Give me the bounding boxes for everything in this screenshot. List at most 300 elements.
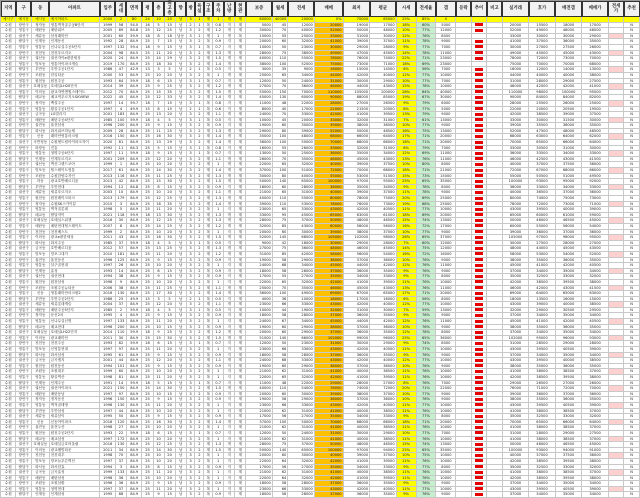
table-cell[interactable]: 53000	[343, 173, 370, 179]
table-cell[interactable]: 9%	[396, 481, 416, 487]
table-cell[interactable]: 62	[272, 470, 287, 476]
table-cell[interactable]: 181	[115, 251, 126, 257]
table-cell[interactable]: 15	[164, 397, 175, 403]
table-cell[interactable]: 13%	[396, 156, 416, 162]
table-cell[interactable]: 36000	[343, 492, 370, 498]
table-cell[interactable]: 0.5	[213, 307, 224, 313]
table-cell[interactable]: 1997	[100, 106, 115, 112]
table-cell[interactable]: 9000	[436, 481, 456, 487]
table-cell[interactable]: 84.9	[126, 156, 141, 162]
table-cell[interactable]: 20	[164, 72, 175, 78]
table-cell[interactable]: 곡반정동	[33, 140, 48, 145]
table-cell[interactable]: 66	[272, 402, 287, 408]
table-cell[interactable]: 2	[195, 223, 204, 229]
table-cell[interactable]: 48000	[343, 218, 370, 224]
table-cell[interactable]: 74000	[529, 196, 556, 202]
table-cell[interactable]: 수원	[1, 145, 16, 151]
table-cell[interactable]: 18	[142, 307, 153, 313]
table-cell[interactable]: 76%	[416, 369, 436, 375]
table-cell[interactable]: 45000	[343, 285, 370, 291]
table-cell[interactable]: 12	[153, 358, 164, 364]
table-cell[interactable]: 복	[204, 67, 213, 73]
table-cell[interactable]: 33000	[582, 184, 609, 190]
table-cell[interactable]: 2	[195, 257, 204, 263]
table-cell[interactable]: 1.1	[213, 112, 224, 118]
table-cell[interactable]: N	[624, 50, 640, 56]
table-cell[interactable]: 18000	[246, 481, 273, 487]
table-cell[interactable]: N	[624, 419, 640, 425]
table-cell[interactable]: 남	[175, 319, 186, 325]
table-cell[interactable]: 79%	[416, 112, 436, 118]
table-cell[interactable]: 남	[175, 268, 186, 274]
table-cell[interactable]: 36000	[582, 162, 609, 168]
table-cell[interactable]: 22000	[246, 375, 273, 381]
table-cell[interactable]: 90000	[502, 95, 529, 101]
table-cell[interactable]: 우만동	[31, 67, 49, 73]
table-cell[interactable]: 20	[164, 475, 175, 481]
table-cell[interactable]: 57	[115, 246, 126, 252]
table-cell[interactable]: 남	[175, 414, 186, 420]
table-cell[interactable]: 1	[195, 78, 204, 84]
table-cell[interactable]: 11000	[436, 263, 456, 269]
table-cell[interactable]: 76%	[416, 375, 436, 381]
table-cell[interactable]: 33000	[370, 414, 397, 420]
table-cell[interactable]: 76%	[416, 268, 436, 274]
table-cell[interactable]: 1	[195, 100, 204, 106]
table-cell[interactable]: 84.9	[126, 358, 141, 364]
table-cell[interactable]: 40000	[246, 56, 273, 62]
table-cell[interactable]: 8%	[396, 145, 416, 151]
table-cell[interactable]: 30000	[246, 173, 273, 179]
table-cell[interactable]: 84.9	[126, 285, 141, 291]
table-cell[interactable]: 2	[195, 386, 204, 392]
table-cell[interactable]: 76%	[416, 492, 436, 498]
table-cell[interactable]: 25	[142, 313, 153, 319]
table-cell[interactable]: N	[624, 363, 640, 369]
column-header[interactable]: 욕실	[195, 1, 204, 17]
table-cell[interactable]: 76%	[416, 363, 436, 369]
table-cell[interactable]: 29000	[288, 330, 315, 336]
table-cell[interactable]: 68000	[288, 235, 315, 241]
table-cell[interactable]: 25	[142, 453, 153, 459]
table-cell[interactable]: 18	[142, 78, 153, 84]
table-cell[interactable]: 1998	[100, 279, 115, 285]
table-cell[interactable]: 지	[224, 425, 235, 431]
table-cell[interactable]: 18	[164, 33, 175, 39]
table-cell[interactable]: 계	[235, 207, 246, 213]
table-cell[interactable]: 2013	[100, 179, 115, 185]
table-cell[interactable]: 48000	[288, 134, 315, 140]
table-cell[interactable]: 59.9	[126, 380, 141, 386]
table-cell[interactable]: 12	[153, 95, 164, 101]
table-cell[interactable]: 34000	[343, 274, 370, 280]
table-cell[interactable]: 84.9	[126, 173, 141, 179]
table-cell[interactable]: 3	[186, 257, 195, 263]
table-cell[interactable]: 12	[153, 196, 164, 202]
table-cell[interactable]: 2001	[100, 33, 115, 39]
table-cell[interactable]: 12000	[288, 22, 315, 28]
table-cell[interactable]: 59000	[582, 212, 609, 218]
table-cell[interactable]: 45000	[555, 50, 582, 56]
table-cell[interactable]: 3	[186, 307, 195, 313]
table-cell[interactable]: 29000	[502, 380, 529, 386]
table-cell[interactable]: 영통구	[16, 430, 31, 436]
table-cell[interactable]: 37000	[314, 313, 343, 319]
table-cell[interactable]: 3	[115, 464, 126, 470]
table-cell[interactable]: 12	[115, 184, 126, 190]
table-cell[interactable]: 2014	[100, 330, 115, 336]
table-cell[interactable]: 3	[153, 296, 164, 302]
table-cell[interactable]: 32000	[288, 279, 315, 285]
table-cell[interactable]: 42000	[529, 84, 556, 90]
table-cell[interactable]: 남	[175, 235, 186, 241]
table-cell[interactable]: 55000	[288, 196, 315, 202]
table-cell[interactable]: 37000	[555, 229, 582, 235]
table-cell[interactable]: 38000	[529, 470, 556, 476]
table-cell[interactable]: 39000	[502, 391, 529, 397]
table-cell[interactable]: 9000	[288, 67, 315, 73]
table-cell[interactable]: 계	[235, 358, 246, 364]
table-cell[interactable]: 계	[204, 442, 213, 448]
table-cell[interactable]: 73%	[416, 173, 436, 179]
table-cell[interactable]: 영통구	[16, 207, 31, 213]
table-cell[interactable]: 25	[142, 442, 153, 448]
table-cell[interactable]: 정자동	[31, 313, 49, 319]
table-cell[interactable]: 복	[204, 486, 213, 492]
table-cell[interactable]: 매탄위브	[49, 28, 100, 34]
table-cell[interactable]: 복	[204, 430, 213, 436]
table-cell[interactable]: 69%	[416, 212, 436, 218]
table-cell[interactable]: 계	[235, 464, 246, 470]
table-cell[interactable]: 10%	[396, 430, 416, 436]
table-cell[interactable]: 계	[235, 330, 246, 336]
table-cell[interactable]: 60%	[416, 22, 436, 28]
table-cell[interactable]: 13500	[529, 296, 556, 302]
table-cell[interactable]: 32500	[529, 464, 556, 470]
table-cell[interactable]: 남	[175, 369, 186, 375]
table-cell[interactable]: 76000	[343, 56, 370, 62]
table-cell[interactable]: 인계동	[31, 156, 49, 162]
table-cell[interactable]: 영통구	[16, 106, 31, 112]
table-cell[interactable]: 77%	[416, 106, 436, 112]
table-cell[interactable]: 42000	[502, 279, 529, 285]
table-cell[interactable]: 팔달구	[16, 436, 31, 442]
table-cell[interactable]: 3	[186, 134, 195, 140]
table-cell[interactable]: 남	[175, 44, 186, 50]
table-cell[interactable]: 37000	[436, 235, 456, 241]
table-cell[interactable]: 28000	[529, 430, 556, 436]
table-cell[interactable]: 45000	[288, 212, 315, 218]
table-cell[interactable]: 2	[195, 229, 204, 235]
table-cell[interactable]: 복	[204, 117, 213, 123]
table-cell[interactable]: 84.9	[126, 414, 141, 420]
table-cell[interactable]: 72%	[416, 223, 436, 229]
table-cell[interactable]: 남	[175, 436, 186, 442]
table-cell[interactable]: 4000	[246, 296, 273, 302]
table-cell[interactable]: 2	[195, 196, 204, 202]
table-cell[interactable]: 53000	[529, 251, 556, 257]
table-cell[interactable]: 22000	[246, 162, 273, 168]
table-cell[interactable]: 96000	[555, 335, 582, 341]
table-cell[interactable]: 계	[235, 425, 246, 431]
table-cell[interactable]: 12%	[396, 319, 416, 325]
table-cell[interactable]: 37000	[343, 257, 370, 263]
table-cell[interactable]: 청명현대	[49, 486, 100, 492]
table-cell[interactable]: 100	[115, 117, 126, 123]
table-cell[interactable]: 48000	[314, 246, 343, 252]
table-cell[interactable]: 37000	[314, 492, 343, 498]
table-cell[interactable]: 41000	[314, 436, 343, 442]
table-cell[interactable]: 28000	[529, 78, 556, 84]
table-cell[interactable]: 75000	[502, 61, 529, 67]
table-cell[interactable]: 18	[142, 117, 153, 123]
table-cell[interactable]: 수원	[1, 184, 16, 190]
table-cell[interactable]: 38000	[314, 363, 343, 369]
table-cell[interactable]: 수원	[1, 442, 16, 448]
table-cell[interactable]: 2	[195, 436, 204, 442]
table-cell[interactable]: 신나무실신명	[49, 319, 100, 325]
table-cell[interactable]: 95000	[555, 179, 582, 185]
table-cell[interactable]: 개	[224, 50, 235, 56]
table-cell[interactable]: 영통구	[16, 263, 31, 269]
table-cell[interactable]: 영통구	[16, 335, 31, 341]
table-cell[interactable]: 1.3	[213, 50, 224, 56]
table-cell[interactable]: 43000	[555, 285, 582, 291]
table-cell[interactable]: 89	[115, 28, 126, 34]
table-cell[interactable]: N	[624, 84, 640, 90]
table-cell[interactable]: 71000	[582, 201, 609, 207]
table-cell[interactable]: 3	[186, 207, 195, 213]
table-cell[interactable]: 101	[115, 363, 126, 369]
table-cell[interactable]: LG빌리지	[49, 112, 100, 118]
table-cell[interactable]: 2001	[100, 112, 115, 118]
table-cell[interactable]: 30	[164, 419, 175, 425]
table-cell[interactable]: 수원	[1, 190, 16, 196]
table-cell[interactable]: 화서동	[31, 240, 49, 246]
table-cell[interactable]: 2	[195, 347, 204, 353]
table-cell[interactable]: 35000	[582, 39, 609, 45]
table-cell[interactable]: 21000	[246, 190, 273, 196]
table-cell[interactable]: 30000	[582, 145, 609, 151]
table-cell[interactable]: 10	[153, 458, 164, 464]
table-cell[interactable]: 18	[142, 240, 153, 246]
table-cell[interactable]: 31000	[288, 436, 315, 442]
table-cell[interactable]: 금곡동	[31, 246, 49, 252]
table-cell[interactable]: 67000	[529, 168, 556, 174]
table-cell[interactable]: 망포그대가	[49, 251, 100, 257]
table-cell[interactable]: 1	[195, 307, 204, 313]
table-cell[interactable]: 계	[235, 436, 246, 442]
table-cell[interactable]: 25	[164, 330, 175, 336]
table-cell[interactable]: 20000	[436, 212, 456, 218]
column-header[interactable]: 면적	[126, 1, 141, 17]
table-cell[interactable]: 66000	[582, 168, 609, 174]
table-cell[interactable]: 개	[224, 223, 235, 229]
table-cell[interactable]: 20	[164, 207, 175, 213]
table-cell[interactable]	[456, 492, 471, 498]
table-cell[interactable]: 25	[142, 128, 153, 134]
table-cell[interactable]: 2022	[100, 95, 115, 101]
table-cell[interactable]: 개	[224, 246, 235, 252]
table-cell[interactable]: 35000	[314, 464, 343, 470]
table-cell[interactable]: 77%	[416, 78, 436, 84]
table-cell[interactable]: 복	[204, 151, 213, 157]
table-cell[interactable]: 30000	[314, 44, 343, 50]
table-cell[interactable]: 3	[186, 184, 195, 190]
table-cell[interactable]: 16000	[246, 145, 273, 151]
table-cell[interactable]: 74000	[370, 56, 397, 62]
table-cell[interactable]: 2	[195, 274, 204, 280]
table-cell[interactable]: 복	[204, 274, 213, 280]
table-cell[interactable]: 42000	[314, 458, 343, 464]
table-cell[interactable]: 48	[272, 100, 287, 106]
table-cell[interactable]: 76000	[343, 201, 370, 207]
table-cell[interactable]: 11%	[396, 458, 416, 464]
table-cell[interactable]: 팔달구	[16, 268, 31, 274]
table-cell[interactable]: 20	[164, 251, 175, 257]
table-cell[interactable]: N	[624, 235, 640, 241]
table-cell[interactable]: 2005	[100, 28, 115, 34]
table-cell[interactable]: 0.9	[213, 268, 224, 274]
table-cell[interactable]: 계	[235, 100, 246, 106]
table-cell[interactable]: 36000	[343, 352, 370, 358]
table-cell[interactable]: 78%	[416, 39, 436, 45]
table-cell[interactable]: 19000	[246, 257, 273, 263]
table-cell[interactable]: 72000	[529, 201, 556, 207]
table-cell[interactable]: N	[624, 229, 640, 235]
table-cell[interactable]: 75000	[314, 61, 343, 67]
table-cell[interactable]: 1.2	[213, 223, 224, 229]
table-cell[interactable]: 7	[153, 100, 164, 106]
table-cell[interactable]: 28000	[288, 481, 315, 487]
table-cell[interactable]: 14000	[555, 67, 582, 73]
table-cell[interactable]: 39500	[529, 347, 556, 353]
table-cell[interactable]: 힐스테이트영통	[49, 168, 100, 174]
table-cell[interactable]: 40000	[343, 408, 370, 414]
table-cell[interactable]: 계	[235, 486, 246, 492]
table-cell[interactable]: 48500	[370, 128, 397, 134]
table-cell[interactable]: 8%	[396, 106, 416, 112]
table-cell[interactable]: 남	[175, 296, 186, 302]
table-cell[interactable]: 2	[195, 72, 204, 78]
table-cell[interactable]: 0.9	[213, 39, 224, 45]
table-cell[interactable]: 2	[195, 363, 204, 369]
table-cell[interactable]: 43000	[502, 358, 529, 364]
table-cell[interactable]: 41000	[343, 112, 370, 118]
table-cell[interactable]: 30000	[529, 117, 556, 123]
table-cell[interactable]: 73000	[582, 196, 609, 202]
table-cell[interactable]: 30	[164, 291, 175, 297]
table-cell[interactable]: 매교동	[31, 436, 49, 442]
table-cell[interactable]: 39000	[582, 347, 609, 353]
table-cell[interactable]: 계	[235, 50, 246, 56]
table-cell[interactable]: 계	[235, 470, 246, 476]
table-cell[interactable]: 92000	[582, 179, 609, 185]
table-cell[interactable]: 3	[153, 67, 164, 73]
table-cell[interactable]: 54.0	[126, 22, 141, 28]
table-cell[interactable]: 17%	[396, 291, 416, 297]
table-cell[interactable]: 41500	[582, 156, 609, 162]
table-cell[interactable]: 10000	[436, 207, 456, 213]
table-cell[interactable]: 11%	[396, 436, 416, 442]
table-cell[interactable]: 51000	[555, 173, 582, 179]
table-cell[interactable]: 20	[164, 50, 175, 56]
table-cell[interactable]: 남	[175, 251, 186, 257]
table-cell[interactable]: 76%	[416, 436, 436, 442]
table-cell[interactable]: 1	[213, 279, 224, 285]
table-cell[interactable]: 남	[175, 285, 186, 291]
table-cell[interactable]: 10000	[436, 470, 456, 476]
table-cell[interactable]: 지	[224, 391, 235, 397]
table-cell[interactable]: 율천동신	[49, 257, 100, 263]
table-cell[interactable]: 43000	[314, 207, 343, 213]
table-cell[interactable]: N	[624, 28, 640, 34]
table-cell[interactable]: 84.3	[126, 145, 141, 151]
table-cell[interactable]: 1.4	[213, 168, 224, 174]
table-cell[interactable]: 지	[224, 44, 235, 50]
table-cell[interactable]: 광교자연앤힐스테이트	[49, 89, 100, 95]
table-cell[interactable]: N	[624, 89, 640, 95]
table-cell[interactable]: 1985	[100, 307, 115, 313]
table-cell[interactable]: 권선구	[16, 140, 31, 146]
table-cell[interactable]: 79%	[416, 100, 436, 106]
table-cell[interactable]: N	[624, 123, 640, 129]
table-cell[interactable]: 18000	[246, 268, 273, 274]
table-cell[interactable]: 1.5	[213, 447, 224, 453]
table-cell[interactable]: 43000	[370, 84, 397, 90]
table-cell[interactable]: 3	[186, 279, 195, 285]
table-cell[interactable]: 우만주공2단지	[49, 296, 100, 302]
table-cell[interactable]: 64000	[582, 140, 609, 146]
table-cell[interactable]: 41000	[343, 458, 370, 464]
table-cell[interactable]: 남	[175, 492, 186, 498]
table-cell[interactable]: 58	[272, 268, 287, 274]
table-cell[interactable]: 영통구	[16, 168, 31, 174]
table-cell[interactable]: 43000	[314, 402, 343, 408]
table-cell[interactable]: 46500	[555, 218, 582, 224]
table-cell[interactable]: 2	[195, 447, 204, 453]
table-cell[interactable]: 25%	[396, 179, 416, 185]
table-cell[interactable]: 수원	[1, 475, 16, 481]
table-cell[interactable]: 계	[235, 22, 246, 28]
table-cell[interactable]: 정자동	[31, 397, 49, 403]
table-cell[interactable]: 3	[186, 145, 195, 151]
table-cell[interactable]: 25000	[436, 201, 456, 207]
table-cell[interactable]: 31000	[502, 430, 529, 436]
table-cell[interactable]: N	[624, 414, 640, 420]
table-cell[interactable]: 1999	[100, 369, 115, 375]
table-cell[interactable]: 38000	[582, 475, 609, 481]
table-cell[interactable]: 계	[235, 251, 246, 257]
table-cell[interactable]: 18%	[396, 168, 416, 174]
table-cell[interactable]: 52000	[314, 128, 343, 134]
table-cell[interactable]: 개	[224, 61, 235, 67]
table-cell[interactable]: 12%	[396, 330, 416, 336]
table-cell[interactable]: 영통구	[16, 307, 31, 313]
table-cell[interactable]: 이의동	[31, 447, 49, 453]
table-cell[interactable]: N	[624, 307, 640, 313]
table-cell[interactable]: 41000	[502, 425, 529, 431]
table-cell[interactable]: 21000	[246, 425, 273, 431]
table-cell[interactable]: 영통구	[16, 117, 31, 123]
table-cell[interactable]: 계	[204, 168, 213, 174]
table-cell[interactable]: 50500	[529, 173, 556, 179]
table-cell[interactable]: 22000	[288, 100, 315, 106]
table-cell[interactable]: 15	[164, 341, 175, 347]
table-cell[interactable]: 55	[272, 145, 287, 151]
table-cell[interactable]: 77%	[416, 274, 436, 280]
table-cell[interactable]: 25	[142, 447, 153, 453]
